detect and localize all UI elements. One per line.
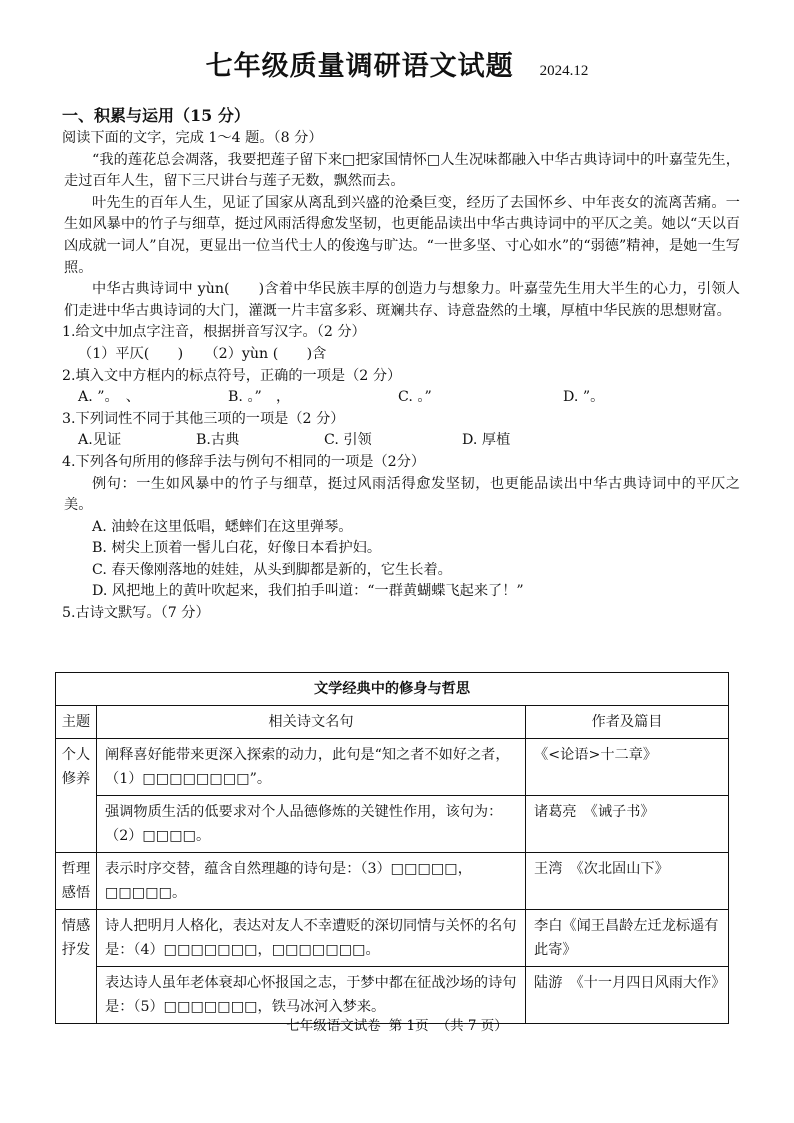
source-cell: 王湾 《次北固山下》 [526,853,729,910]
question-2-options [64,387,740,409]
table-caption: 文学经典中的修身与哲思 [56,673,729,706]
section-heading: 一、积累与运用（15 分） [62,106,250,125]
table-row [56,739,729,796]
option-b: B. 。” ， [228,389,291,406]
option-a: A.见证 [78,432,122,449]
page-footer [0,1014,794,1034]
question-4-example: 例句：一生如风暴中的竹子与细草，挺过风雨活得愈发坚韧，也更能品读出中华古典诗词中的平仄之美。 [64,475,740,514]
source-cell: 李白《闻王昌龄左迁龙标遥有此寄》 [526,910,729,967]
theme-cell: 情感抒发 [56,910,97,1024]
reading-instruction: 阅读下面的文字，完成 1～4 题。（8 分） [62,130,323,146]
header-lines: 相关诗文名句 [97,706,526,739]
question-1-stem: 1.给文中加点字注音，根据拼音写汉字。（2 分） [62,324,366,341]
passage-paragraph: 中华古典诗词中 yùn( )含着中华民族丰厚的创造力与想象力。叶嘉莹先生用大半生的心力，引领人们走进中华古典诗词的大门，灌溉一片丰富多彩、斑斓共存、诗意盎然的土壤，厚植中华民族的思想财富。 [64,281,740,319]
header-source: 作者及篇目 [526,706,729,739]
recitation-table [55,672,729,1024]
table-row [56,796,729,853]
footer-exam-name: 七年级语文试卷 [286,1018,381,1034]
option-d: D. ”。 [563,389,605,406]
passage-paragraph: 叶先生的百年人生，见证了国家从离乱到兴盛的沧桑巨变，经历了去国怀乡、中年丧女的流离苦痛。一生如风暴中的竹子与细草，挺过风雨活得愈发坚韧，也更能品读出中华古典诗词中的平仄之美。她以“天以百凶成就一词人”自况，更显出一位当代士人的俊逸与旷达。“一世多坚、寸心如水”的“弱德”精神，是她一生写照。 [64,194,740,276]
question-4-option-b: B. 树尖上顶着一髻儿白花，好像日本看护妇。 [92,540,382,557]
passage-paragraph: “我的莲花总会凋落，我要把莲子留下来□把家国情怀□人生况味都融入中华古典诗词中的叶嘉莹先生，走过百年人生，留下三尺讲台与莲子无数，飘然而去。 [64,151,740,190]
question-3-options [64,430,740,452]
source-cell: 陆游 《十一月四日风雨大作》 [526,967,729,1024]
footer-page-number: 第 1页 [388,1018,429,1034]
option-a: A. ”。 、 [78,389,140,406]
page-title: 七年级质量调研语文试题 [205,51,514,82]
header-theme: 主题 [56,706,97,739]
poem-line-cell: 表达诗人虽年老体衰却心怀报国之志，于梦中都在征战沙场的诗句是：（5）□□□□□□□，铁马冰河入梦来。 [97,967,526,1024]
poem-line-cell: 阐释喜好能带来更深入探索的动力，此句是“知之者不如好之者，（1）□□□□□□□□”。 [97,739,526,796]
question-4-option-d: D. 风把地上的黄叶吹起来，我们拍手叫道：“一群黄蝴蝶飞起来了！” [92,583,524,600]
source-cell: 《<论语>十二章》 [526,739,729,796]
poem-line-cell: 表示时序交替，蕴含自然理趣的诗句是：（3）□□□□□，□□□□□。 [97,853,526,910]
question-4-option-a: A. 油蛉在这里低唱，蟋蟀们在这里弹琴。 [92,518,353,535]
option-d: D. 厚植 [462,432,511,449]
poem-line-cell: 强调物质生活的低要求对个人品德修炼的关键性作用，该句为：（2）□□□□。 [97,796,526,853]
source-cell: 诸葛亮 《诫子书》 [526,796,729,853]
question-5-stem: 5.古诗文默写。（7 分） [62,605,210,622]
poem-line-cell: 诗人把明月人格化，表达对友人不幸遭贬的深切同情与关怀的名句是：（4）□□□□□□□，□□□□□□□。 [97,910,526,967]
theme-cell: 个人修养 [56,739,97,853]
option-c: C. 引领 [324,432,372,449]
question-4-stem: 4.下列各句所用的修辞手法与例句不相同的一项是（2分） [62,453,426,470]
option-c: C. 。” [398,389,432,406]
question-2-stem: 2.填入文中方框内的标点符号，正确的一项是（2 分） [62,367,402,384]
question-3-stem: 3.下列词性不同于其他三项的一项是（2 分） [62,410,345,427]
question-4-option-c: C. 春天像刚落地的娃娃，从头到脚都是新的，它生长着。 [92,561,452,578]
title-row [0,44,794,83]
theme-cell: 哲理感悟 [56,853,97,910]
option-b: B.古典 [196,432,240,449]
exam-date: 2024.12 [539,63,589,79]
table-row [56,853,729,910]
table-row [56,910,729,967]
footer-page-total: （共 7 页） [436,1018,508,1034]
question-1-blanks: （1）平仄( ) （2）yùn ( )含 [78,345,327,362]
section-1 [64,104,740,625]
